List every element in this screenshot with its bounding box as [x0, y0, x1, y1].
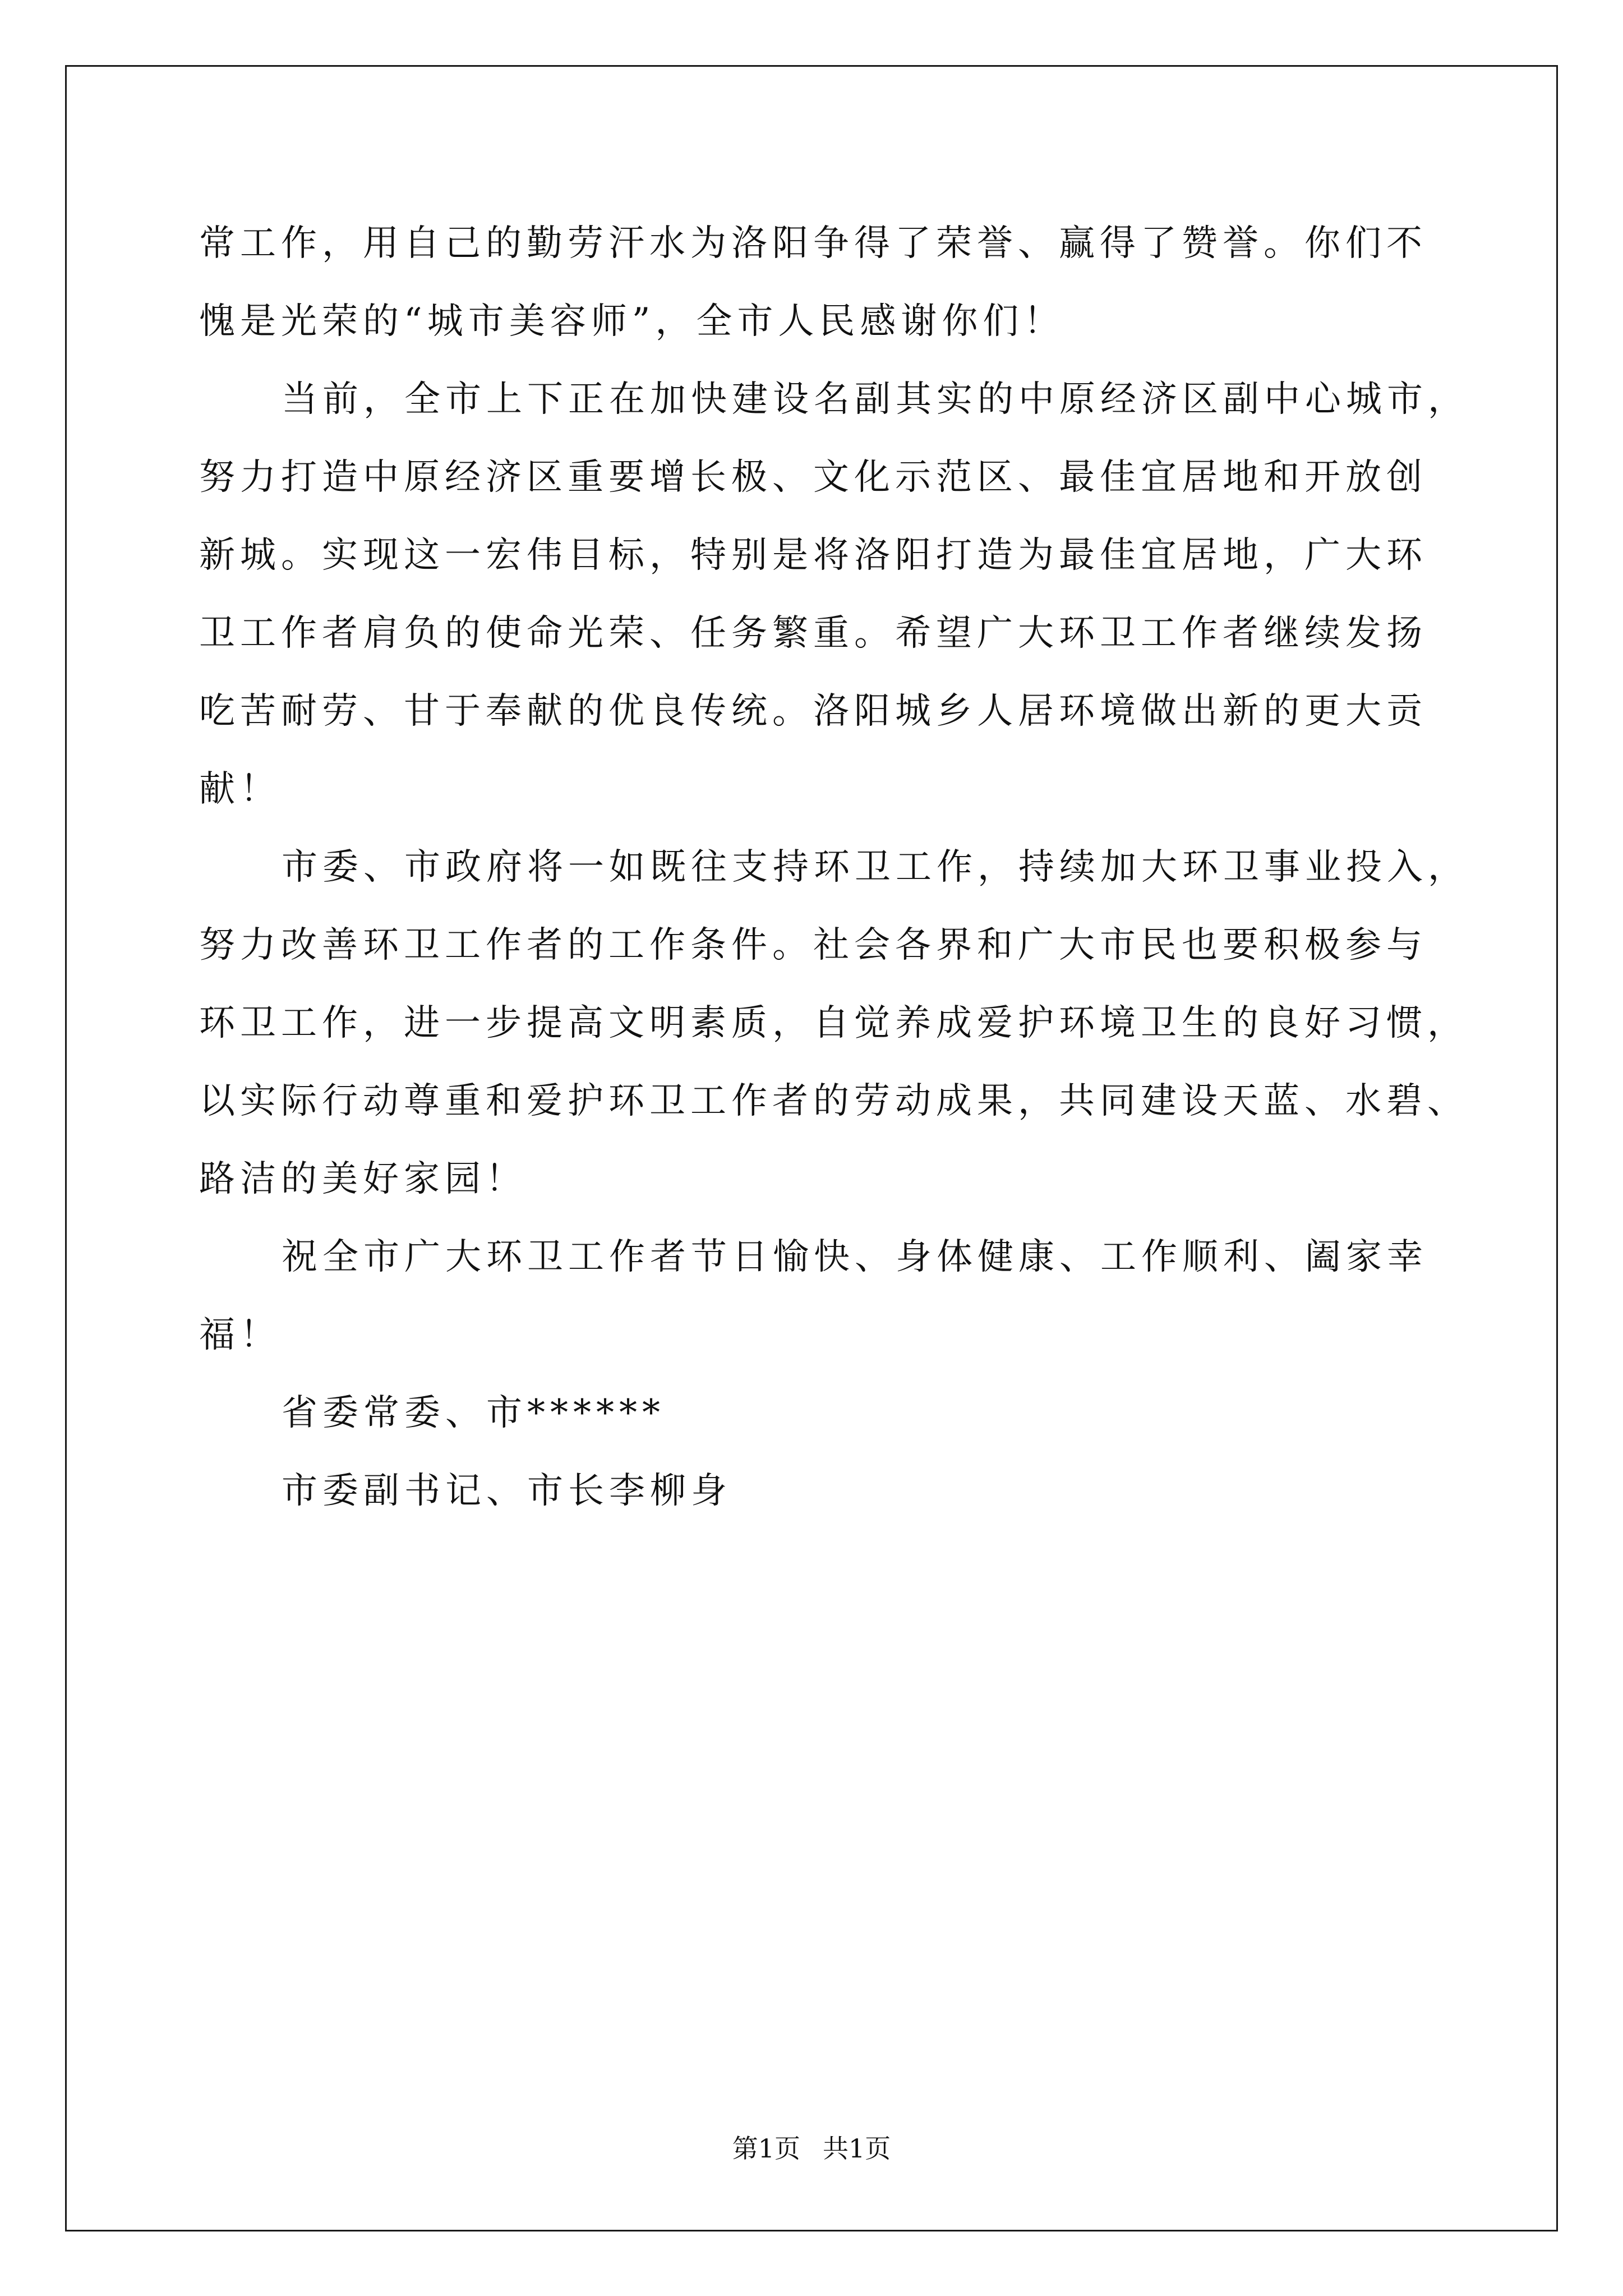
text-line: 路洁的美好家园！ — [199, 1158, 527, 1200]
page-total: 共1页 — [823, 2133, 891, 2164]
text-line: 以实际行动尊重和爱护环卫工作者的劳动成果，共同建设天蓝、水碧、 — [199, 1080, 1468, 1122]
text-line: 环卫工作，进一步提高文明素质，自觉养成爱护环境卫生的良好习惯， — [199, 1002, 1468, 1044]
text-line: 常工作，用自己的勤劳汗水为洛阳争得了荣誉、赢得了赞誉。你们不 — [199, 223, 1427, 264]
text-line: 吃苦耐劳、甘于奉献的优良传统。洛阳城乡人居环境做出新的更大贡 — [199, 691, 1427, 732]
signature-line: 省委常委、市****** — [282, 1392, 665, 1434]
text-line: 当前，全市上下正在加快建设名副其实的中原经济区副中心城市， — [282, 379, 1469, 420]
text-line: 努力打造中原经济区重要增长极、文化示范区、最佳宜居地和开放创 — [199, 457, 1427, 498]
signature-line: 市委副书记、市长李柳身 — [282, 1470, 732, 1512]
text-line: 愧是光荣的“城市美容师”，全市人民感谢你们！ — [199, 301, 1065, 342]
text-line: 努力改善环卫工作者的工作条件。社会各界和广大市民也要积极参与 — [199, 924, 1427, 966]
page-number: 第1页 — [732, 2133, 800, 2164]
text-line: 献！ — [199, 769, 281, 810]
text-line: 福！ — [199, 1314, 281, 1356]
text-line: 卫工作者肩负的使命光荣、任务繁重。希望广大环卫工作者继续发扬 — [199, 613, 1427, 654]
text-line: 新城。实现这一宏伟目标，特别是将洛阳打造为最佳宜居地，广大环 — [199, 535, 1427, 576]
text-line: 祝全市广大环卫工作者节日愉快、身体健康、工作顺利、阖家幸 — [282, 1236, 1428, 1278]
text-line: 市委、市政府将一如既往支持环卫工作，持续加大环卫事业投入， — [282, 846, 1469, 888]
page-footer — [0, 2128, 1623, 2165]
